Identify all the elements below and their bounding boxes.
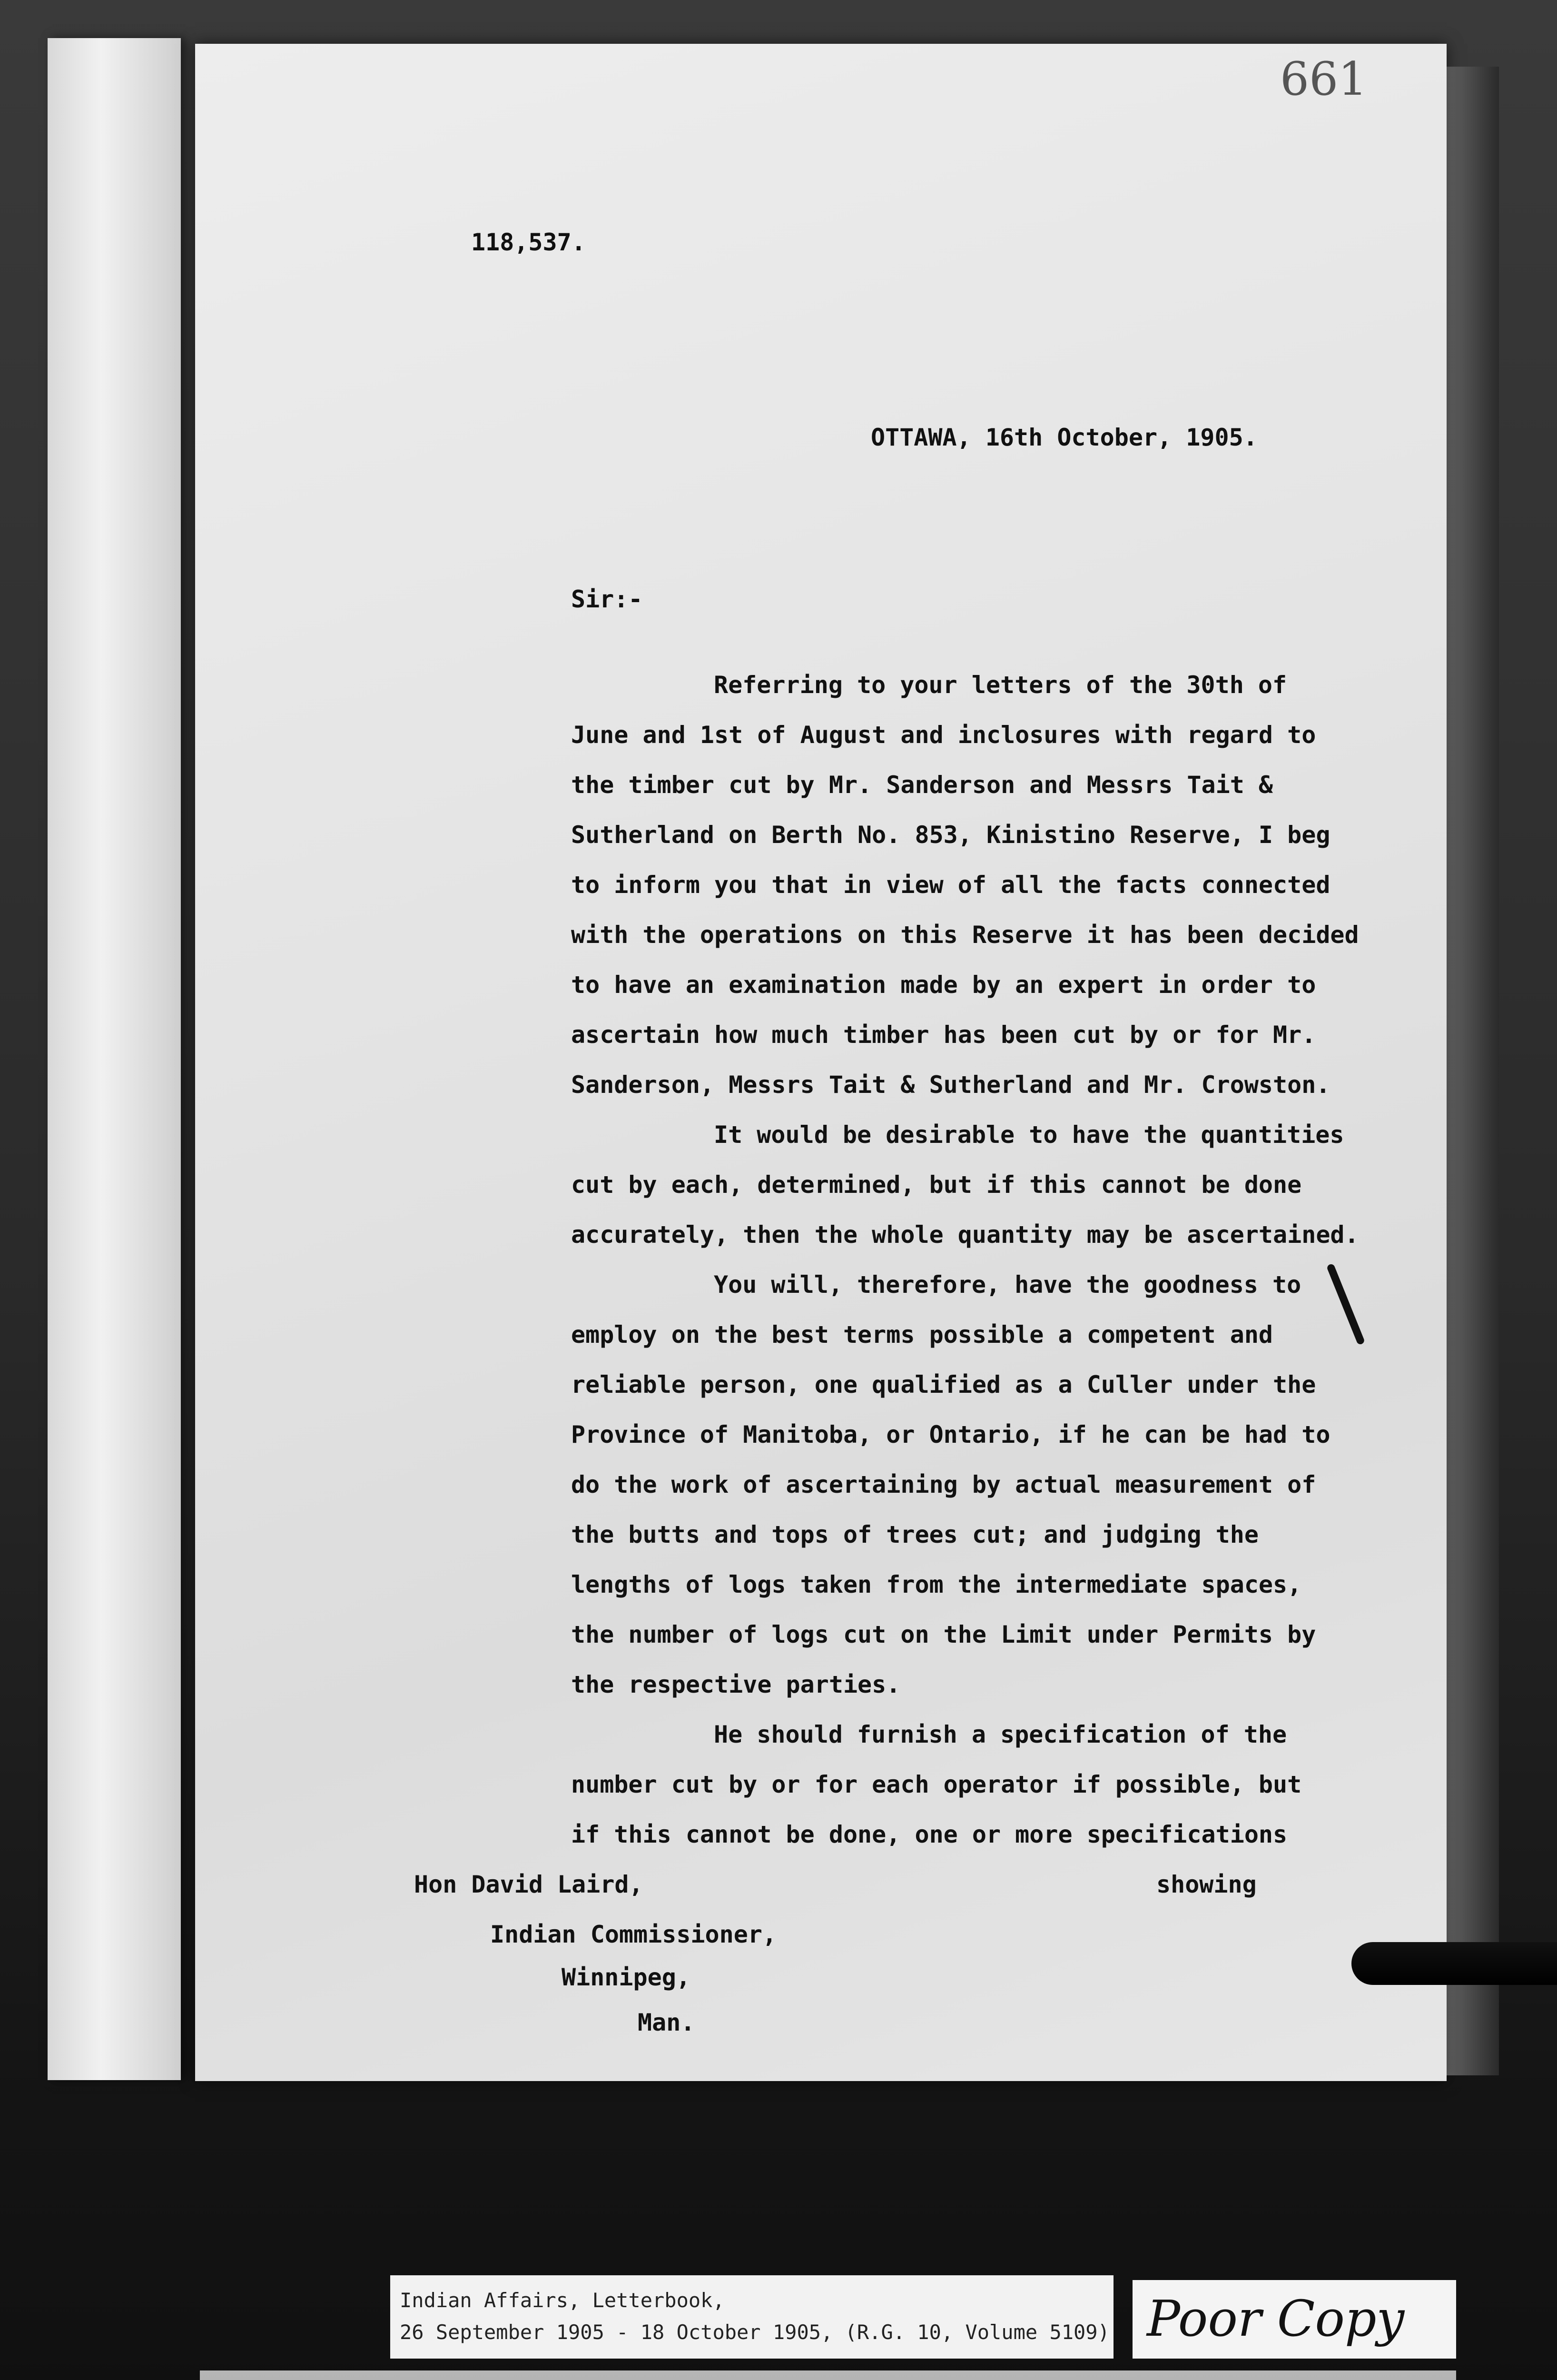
- letter-body: [571, 671, 1428, 1871]
- body-line: It would be desirable to have the quantities: [714, 1121, 1344, 1149]
- body-line: the butts and tops of trees cut; and judging the: [571, 1521, 1259, 1548]
- body-line: the respective parties.: [571, 1671, 901, 1698]
- body-line: number cut by or for each operator if possible, but: [571, 1771, 1302, 1798]
- body-line: June and 1st of August and inclosures with regard to: [571, 721, 1316, 749]
- caption-label: [390, 2275, 1114, 2359]
- body-line: to have an examination made by an expert in order to: [571, 971, 1316, 999]
- body-line: the timber cut by Mr. Sanderson and Messrs Tait &: [571, 771, 1273, 799]
- body-line: accurately, then the whole quantity may be ascertained.: [571, 1221, 1359, 1249]
- salutation: Sir:-: [571, 585, 643, 613]
- addressee-title: Indian Commissioner,: [490, 1921, 777, 1948]
- bookmark: [1351, 1942, 1557, 1985]
- folio-number: 661: [1280, 52, 1368, 106]
- caption-line-1: Indian Affairs, Letterbook,: [400, 2289, 725, 2312]
- body-line: He should furnish a specification of the: [714, 1721, 1287, 1748]
- body-line: lengths of logs taken from the intermediate spaces,: [571, 1571, 1302, 1598]
- body-line: with the operations on this Reserve it has been decided: [571, 921, 1359, 949]
- body-line: cut by each, determined, but if this cannot be done: [571, 1171, 1302, 1199]
- left-page-stack: [48, 38, 181, 2080]
- catchword: showing: [1156, 1871, 1257, 1898]
- body-line: Province of Manitoba, or Ontario, if he can be had to: [571, 1421, 1330, 1448]
- addressee-city: Winnipeg,: [562, 1964, 690, 1991]
- body-line: Sutherland on Berth No. 853, Kinistino Reserve, I beg: [571, 821, 1330, 849]
- body-line: employ on the best terms possible a competent and: [571, 1321, 1273, 1349]
- addressee-province: Man.: [638, 2009, 695, 2036]
- body-line: Referring to your letters of the 30th of: [714, 671, 1287, 699]
- body-line: reliable person, one qualified as a Culler under the: [571, 1371, 1316, 1398]
- addressee-name: Hon David Laird,: [414, 1871, 643, 1898]
- poor-copy-text: Poor Copy: [1147, 2290, 1405, 2348]
- poor-copy-label: [1133, 2280, 1456, 2359]
- body-line: ascertain how much timber has been cut by or for Mr.: [571, 1021, 1316, 1049]
- place-date: OTTAWA, 16th October, 1905.: [871, 424, 1258, 451]
- body-line: if this cannot be done, one or more specifications: [571, 1821, 1288, 1848]
- body-line: the number of logs cut on the Limit under Permits by: [571, 1621, 1316, 1648]
- body-line: to inform you that in view of all the facts connected: [571, 871, 1330, 899]
- body-line: You will, therefore, have the goodness to: [714, 1271, 1301, 1299]
- file-number: 118,537.: [471, 228, 586, 256]
- caption-line-2: 26 September 1905 - 18 October 1905, (R.G. 10, Volume 5109): [400, 2320, 1110, 2344]
- archive-panel: [200, 2370, 1456, 2380]
- body-line: Sanderson, Messrs Tait & Sutherland and Mr. Crowston.: [571, 1071, 1330, 1099]
- body-line: do the work of ascertaining by actual measurement of: [571, 1471, 1316, 1498]
